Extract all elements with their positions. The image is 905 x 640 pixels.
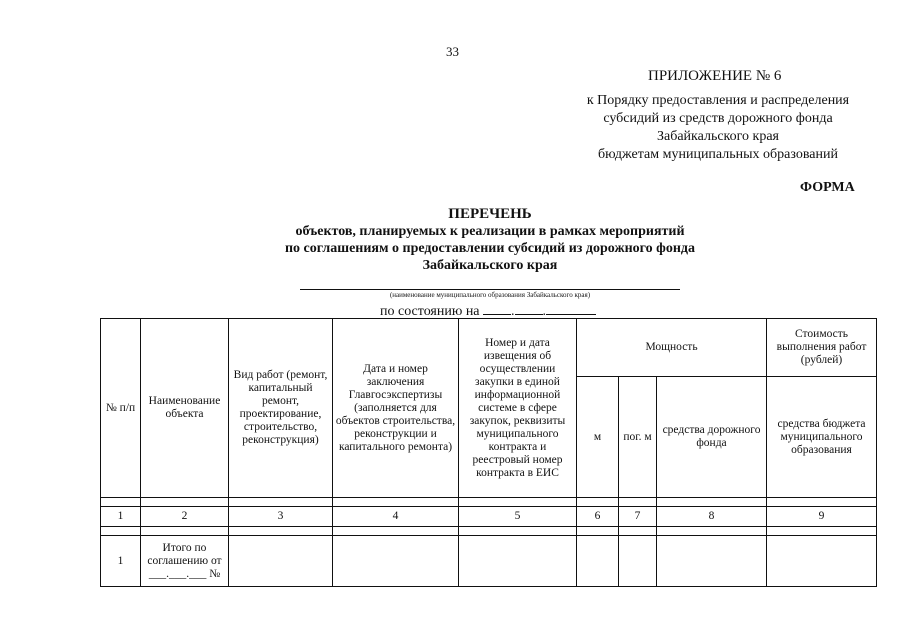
empty-cell — [619, 536, 657, 587]
header-name: Наименование объекта — [141, 319, 229, 498]
objects-table — [100, 318, 877, 587]
header-m: м — [577, 377, 619, 498]
appendix-line: субсидий из средств дорожного фонда — [603, 111, 833, 126]
empty-cell — [333, 536, 459, 587]
row-num: 1 — [101, 536, 141, 587]
header-expertise: Дата и номер заключения Главгосэкспертизы (заполняется для объектов строительства, реконструкции и капитального ремонта) — [333, 319, 459, 498]
empty-cell — [229, 536, 333, 587]
column-number: 4 — [333, 507, 459, 527]
title-line: по соглашениям о предоставлении субсидий из дорожного фонда — [284, 241, 696, 256]
appendix-line: бюджетам муниципальных образований — [598, 147, 838, 162]
column-number: 2 — [141, 507, 229, 527]
municipality-underline — [300, 289, 680, 290]
column-number: 8 — [657, 507, 767, 527]
header-procurement: Номер и дата извещения об осуществлении закупки в единой информационной системе в сфере закупок, реквизиты муниципального контракта и реестровый номер контракта в ЕИС — [459, 319, 577, 498]
empty-cell — [459, 536, 577, 587]
date-dot: . — [511, 304, 515, 319]
header-road-fund: средства дорожного фонда — [657, 377, 767, 498]
header-row — [101, 319, 877, 377]
appendix-subtitle — [548, 92, 888, 164]
column-number: 1 — [101, 507, 141, 527]
header-num: № п/п — [101, 319, 141, 498]
title-line: Забайкальского края — [422, 258, 558, 273]
column-number: 9 — [767, 507, 877, 527]
day-blank — [483, 302, 511, 315]
column-number-row — [101, 507, 877, 527]
municipality-caption: (наименование муниципального образования Забайкальского края) — [389, 291, 591, 299]
form-label: ФОРМА — [800, 180, 855, 195]
column-number: 3 — [229, 507, 333, 527]
spacer-row — [101, 527, 877, 536]
appendix-line: Забайкальского края — [656, 129, 779, 144]
table-row — [101, 536, 877, 587]
column-number: 7 — [619, 507, 657, 527]
month-blank — [515, 302, 543, 315]
header-municipal-budget: средства бюджета муниципального образования — [767, 377, 877, 498]
column-number: 6 — [577, 507, 619, 527]
column-number: 5 — [459, 507, 577, 527]
row-name: Итого по соглашению от ___.___.___ № — [141, 536, 229, 587]
header-cost: Стоимость выполнения работ (рублей) — [767, 319, 877, 377]
title-line: объектов, планируемых к реализации в рамках мероприятий — [295, 224, 685, 239]
document-title — [230, 206, 750, 274]
spacer-row — [101, 498, 877, 507]
as-of-prefix: по состоянию на — [380, 304, 480, 319]
empty-cell — [577, 536, 619, 587]
date-dot: . — [542, 304, 547, 319]
appendix-line: к Порядку предоставления и распределения — [586, 93, 850, 108]
empty-cell — [657, 536, 767, 587]
page-number: 33 — [446, 44, 459, 59]
empty-cell — [767, 536, 877, 587]
header-linear-m: пог. м — [619, 377, 657, 498]
year-blank — [546, 302, 596, 315]
appendix-title: ПРИЛОЖЕНИЕ № 6 — [648, 68, 782, 84]
title-main: ПЕРЕЧЕНЬ — [448, 206, 532, 222]
header-capacity: Мощность — [577, 319, 767, 377]
header-work-type: Вид работ (ремонт, капитальный ремонт, проектирование, строительство, реконструкция) — [229, 319, 333, 498]
